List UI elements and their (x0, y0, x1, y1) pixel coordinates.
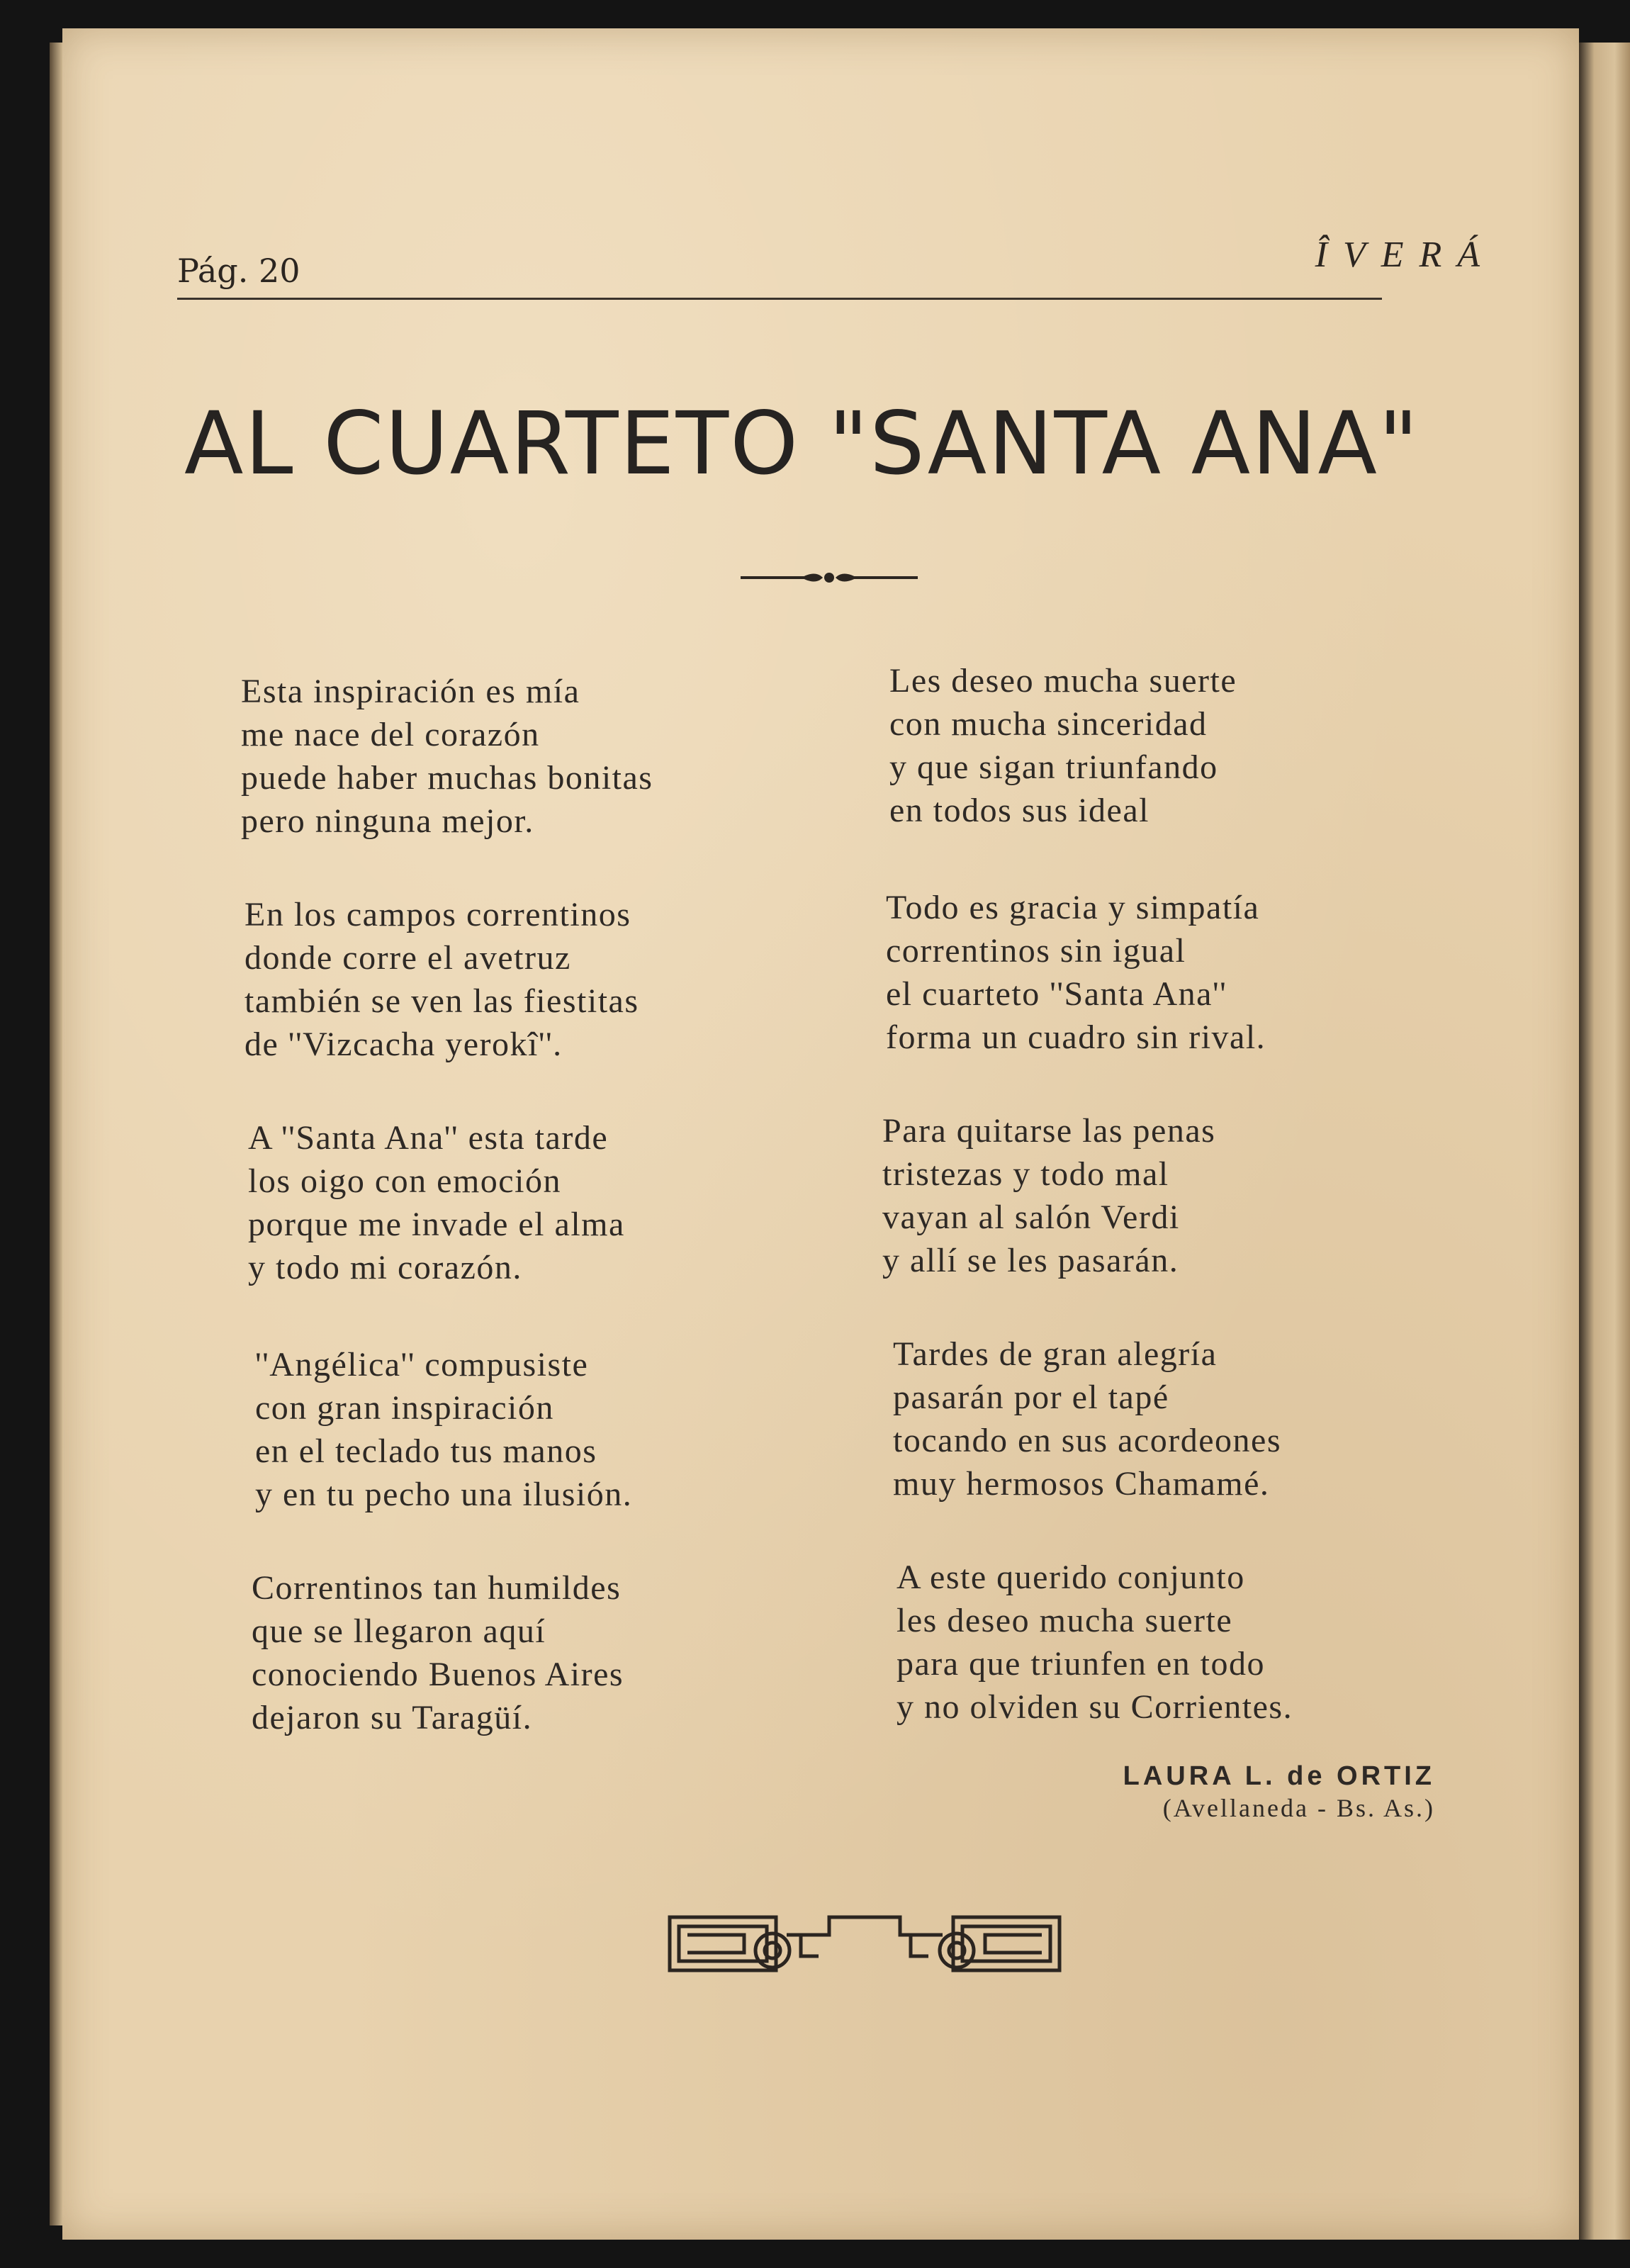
poem-line: dejaron su Taragüí. (252, 1699, 533, 1736)
poem-line: con mucha sinceridad (889, 705, 1208, 743)
stanza-left-4 (255, 1343, 794, 1516)
stanza-left-3 (248, 1116, 787, 1289)
poem-line: A este querido conjunto (896, 1559, 1245, 1596)
header-rule (177, 298, 1382, 300)
poem-line: A ''Santa Ana'' esta tarde (248, 1119, 609, 1157)
poem-line: Para quitarse las penas (882, 1112, 1216, 1150)
stanza-right-4 (893, 1332, 1432, 1505)
poem-line: y que sigan triunfando (889, 748, 1218, 786)
next-page-edge (1579, 43, 1630, 2240)
stanza-left-1 (241, 670, 780, 843)
stanza-left-5 (252, 1566, 790, 1739)
poem-line: me nace del corazón (241, 716, 540, 753)
page-number: Pág. 20 (177, 252, 300, 290)
poem-line: Les deseo mucha suerte (889, 662, 1237, 700)
author-place: (Avellaneda - Bs. As.) (1162, 1794, 1435, 1822)
poem-line: también se ven las fiestitas (244, 982, 639, 1020)
poem-line: Todo es gracia y simpatía (886, 889, 1260, 926)
stanza-left-2 (244, 893, 783, 1066)
poem-line: forma un cuadro sin rival. (886, 1018, 1266, 1056)
poem-line: vayan al salón Verdi (882, 1198, 1180, 1236)
poem-line: en el teclado tus manos (255, 1432, 597, 1470)
poem-line: tristezas y todo mal (882, 1155, 1169, 1193)
poem-line: tocando en sus acordeones (893, 1422, 1281, 1459)
poem-line: de ''Vizcacha yerokî''. (244, 1026, 563, 1063)
stanza-right-1 (889, 659, 1428, 832)
stanza-right-5 (896, 1556, 1435, 1729)
stanza-right-3 (882, 1109, 1421, 1282)
poem-line: para que triunfen en todo (896, 1645, 1265, 1683)
poem-line: puede haber muchas bonitas (241, 759, 653, 797)
poem-line: los oigo con emoción (248, 1162, 561, 1200)
poem-line: muy hermosos Chamamé. (893, 1465, 1270, 1503)
poem-line: el cuarteto ''Santa Ana'' (886, 975, 1227, 1013)
poem-line: donde corre el avetruz (244, 939, 571, 977)
author-signature (1123, 1761, 1435, 1823)
poem-line: que se llegaron aquí (252, 1612, 546, 1650)
divider-ornament-icon (737, 560, 921, 595)
poem-line: Correntinos tan humildes (252, 1569, 622, 1607)
poem-line: Tardes de gran alegría (893, 1335, 1218, 1373)
poem-line: y allí se les pasarán. (882, 1242, 1179, 1279)
poem-line: y no olviden su Corrientes. (896, 1688, 1293, 1726)
poem-line: correntinos sin igual (886, 932, 1186, 970)
poem-line: Esta inspiración es mía (241, 673, 580, 710)
poem-line: en todos sus ideal (889, 792, 1150, 829)
poem-line: y todo mi corazón. (248, 1249, 522, 1286)
poem-line: ''Angélica'' compusiste (255, 1346, 589, 1383)
magazine-name: ÎVERÁ (1315, 235, 1495, 275)
poem-line: y en tu pecho una ilusión. (255, 1476, 633, 1513)
poem-line: con gran inspiración (255, 1389, 554, 1427)
author-name: LAURA L. de ORTIZ (1123, 1761, 1435, 1791)
poem-line: pero ninguna mejor. (241, 802, 534, 840)
poem-line: En los campos correntinos (244, 896, 631, 933)
poem-line: les deseo mucha suerte (896, 1602, 1233, 1639)
page-left-edge (50, 43, 62, 2225)
closing-ornament-icon (666, 1907, 1063, 1977)
poem-title: AL CUARTETO "SANTA ANA" (184, 393, 1420, 494)
poem-line: pasarán por el tapé (893, 1379, 1169, 1416)
stanza-right-2 (886, 886, 1424, 1059)
poem-line: conociendo Buenos Aires (252, 1656, 624, 1693)
poem-line: porque me invade el alma (248, 1206, 625, 1243)
